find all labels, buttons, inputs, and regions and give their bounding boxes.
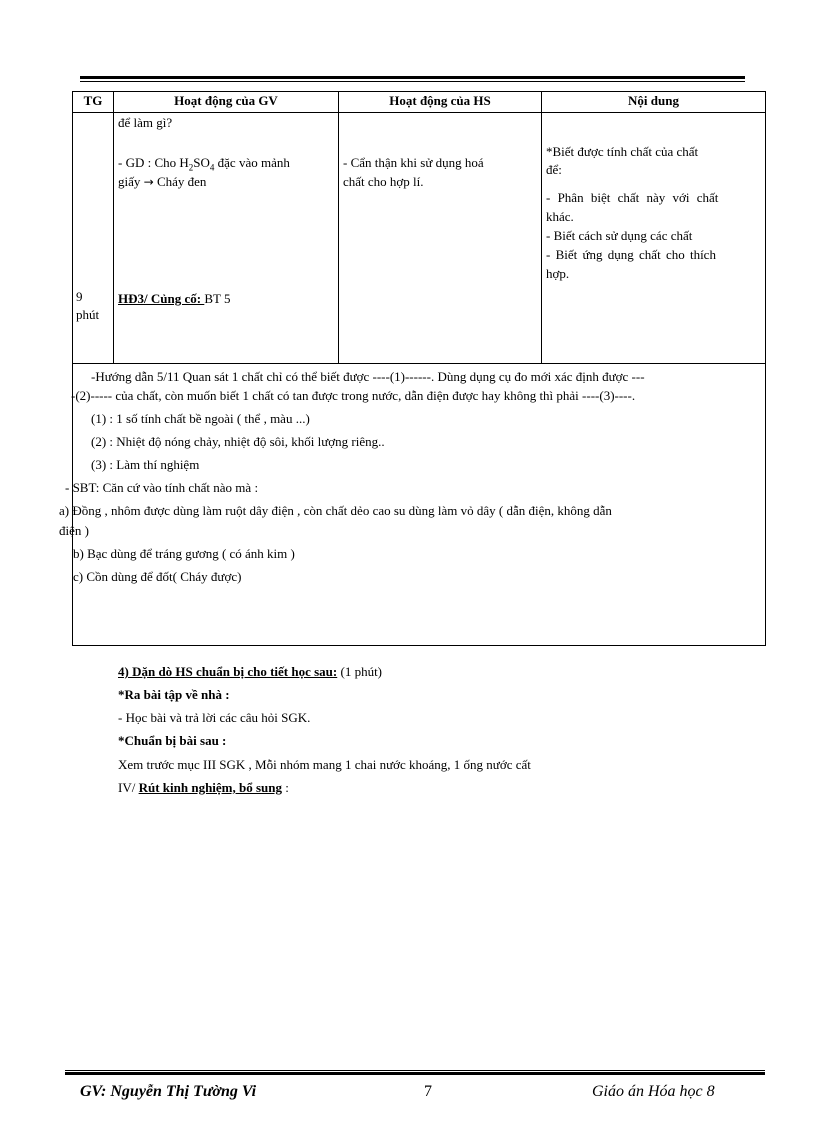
col-header-hs: Hoạt động của HS (339, 92, 542, 113)
footer-rule (65, 1070, 765, 1075)
prepare-text: Xem trước mục III SGK , Mỗi nhóm mang 1 chai nước khoáng, 1 ống nước cất (118, 757, 531, 772)
nd-line4: khác. (546, 209, 574, 224)
nd-line2: để: (546, 162, 562, 177)
note-line6: - SBT: Căn cứ vào tính chất nào mà : (65, 480, 259, 495)
notes-box (59, 360, 766, 646)
nd-line5: - Biết cách sử dụng các chất (546, 228, 693, 243)
tg-num: 9 (76, 289, 83, 304)
nd-line3: - Phân biệt chất này với chất (546, 190, 719, 205)
tg-cell (73, 113, 114, 364)
note-line4: (2) : Nhiệt độ nóng chảy, nhiệt độ sôi, khối lượng riêng.. (91, 434, 385, 449)
gv-line1: để làm gì? (118, 115, 173, 130)
iv-heading: IV/ Rút kinh nghiệm, bổ sung : (118, 780, 289, 795)
hs-cell (339, 113, 542, 364)
note-line7: a) Đồng , nhôm được dùng làm ruột dây điện , còn chất dẻo cao su dùng làm vỏ dây ( dẫn điện, không dẫn (59, 503, 612, 518)
hd3-line: HĐ3/ Củng cố: BT 5 (118, 291, 231, 306)
note-line1: -Hướng dẫn 5/11 Quan sát 1 chất chỉ có thể biết được ----(1)------. Dùng dụng cụ đo mới xác định được --- (91, 369, 645, 384)
col-header-nd: Nội dung (542, 92, 766, 113)
col-header-tg: TG (73, 92, 114, 113)
homework-title: *Ra bài tập về nhà : (118, 687, 230, 702)
gv-gd-line: - GD : Cho $H_2SO_4$ đặc vào mảnh (118, 155, 290, 173)
col-header-gv: Hoạt động của GV (114, 92, 339, 113)
tg-unit: phút (76, 307, 100, 322)
footer-author: GV: Nguyễn Thị Tường Vi (80, 1083, 257, 1100)
gv-cell (114, 113, 339, 364)
note-line8: điện ) (59, 523, 89, 538)
table-row (73, 113, 766, 364)
arrow-right-icon: → (143, 175, 154, 189)
gv-gd-line2: giấy → Cháy đen (118, 174, 207, 189)
nd-cell (542, 113, 766, 364)
footer-subject: Giáo án Hóa học 8 (592, 1083, 715, 1100)
prepare-title: *Chuẩn bị bài sau : (118, 733, 227, 748)
header-rule (80, 76, 745, 82)
hs-line2: chất cho hợp lí. (343, 174, 424, 189)
footer-page-number: 7 (424, 1083, 432, 1100)
note-line10: c) Cồn dùng để đốt( Cháy được) (73, 569, 242, 584)
homework-text: - Học bài và trả lời các câu hỏi SGK. (118, 710, 311, 725)
note-line3: (1) : 1 số tính chất bề ngoài ( thể , màu ...) (91, 411, 310, 426)
nd-line1: *Biết được tính chất của chất (546, 144, 699, 159)
table-header-row (73, 92, 766, 113)
section4-title: 4) Dặn dò HS chuẩn bị cho tiết học sau: (1 phút) (118, 664, 383, 679)
nd-line7: hợp. (546, 266, 570, 281)
note-line2: -(2)----- của chất, còn muốn biết 1 chất có tan được trong nước, dẫn điện được hay không thì phải ----(3)----. (71, 388, 636, 403)
nd-line6: - Biết ứng dụng chất cho thích (546, 247, 716, 262)
note-line5: (3) : Làm thí nghiệm (91, 457, 200, 472)
lesson-table (72, 91, 766, 364)
hs-line1: - Cẩn thận khi sử dụng hoá (343, 155, 484, 170)
note-line9: b) Bạc dùng để tráng gương ( có ánh kim ) (73, 546, 295, 561)
